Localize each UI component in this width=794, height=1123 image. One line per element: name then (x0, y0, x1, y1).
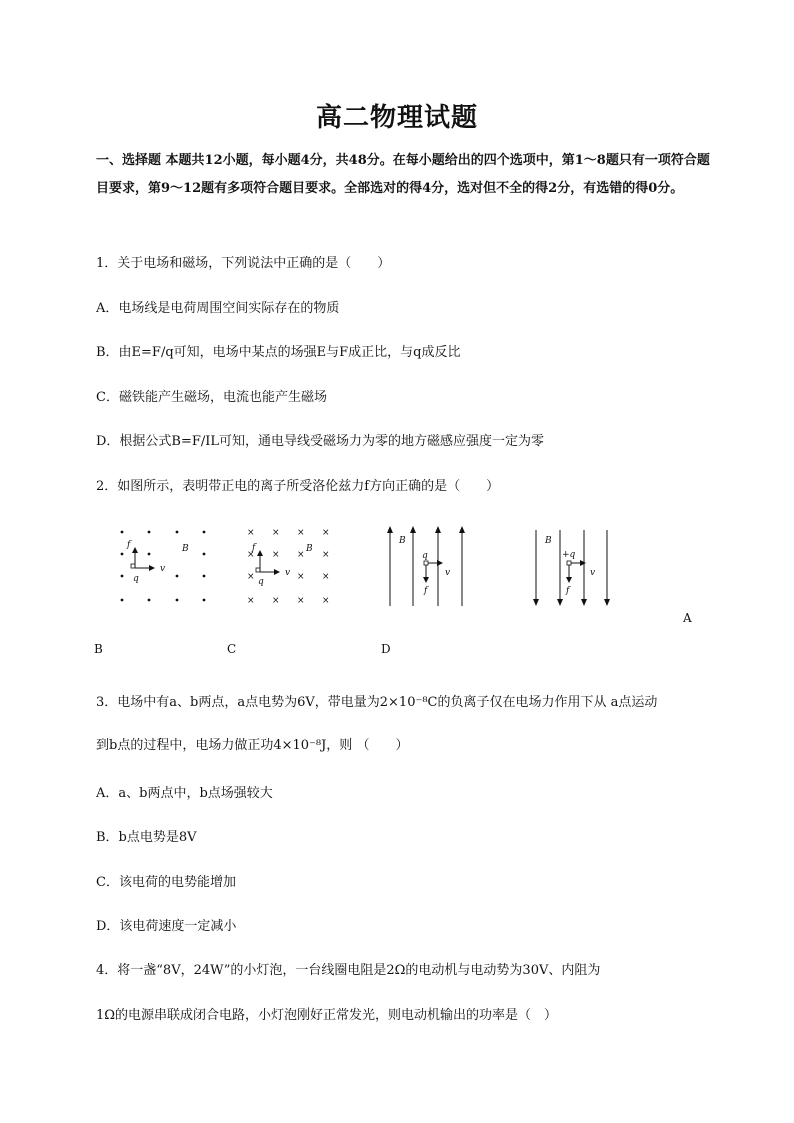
field-dot (176, 575, 179, 578)
field-dot (121, 599, 124, 602)
page-title: 高二物理试题 (315, 103, 478, 133)
q3-option-c: C．该电荷的电势能增加 (96, 875, 236, 890)
field-dot (148, 599, 151, 602)
charge-marker (424, 561, 428, 565)
field-dot (121, 531, 124, 534)
field-dot (121, 575, 124, 578)
charge-marker (131, 564, 135, 568)
q4-stem-line2: 1Ω的电源串联成闭合电路，小灯泡刚好正常发光，则电动机输出的功率是（ ） (96, 1008, 558, 1023)
field-dot (148, 531, 151, 534)
label-B: B (182, 544, 189, 554)
field-dot (176, 599, 179, 602)
velocity-arrowhead (149, 565, 155, 571)
figure-label-b: B (94, 642, 103, 656)
field-cross: × (272, 596, 280, 606)
field-cross: × (297, 528, 305, 538)
field-dot (203, 553, 206, 556)
field-cross: × (297, 596, 305, 606)
figure-b (247, 528, 330, 606)
q2-figures (0, 520, 794, 630)
field-cross: × (297, 550, 305, 560)
q1-option-c: C．磁铁能产生磁场，电流也能产生磁场 (96, 390, 327, 405)
velocity-arrowhead (274, 569, 280, 575)
label-q: q (258, 577, 264, 587)
charge-marker (256, 568, 260, 572)
field-dot (203, 599, 206, 602)
figure-label-c: C (227, 642, 237, 656)
charge-marker (567, 561, 571, 565)
q3-option-a: A．a、b两点中，b点场强较大 (96, 786, 273, 801)
field-dot (121, 553, 124, 556)
label-f: f (424, 586, 428, 596)
q3-option-d: D．该电荷速度一定减小 (96, 919, 237, 934)
figure-c (387, 526, 465, 606)
q4-stem-line1: 4．将一盏“8V，24W”的小灯泡，一台线圈电阻是2Ω的电动机与电动势为30V、内阻为 (96, 963, 601, 978)
field-dot (203, 531, 206, 534)
q1-option-a: A．电场线是电荷周围空间实际存在的物质 (96, 301, 340, 316)
label-f: f (252, 543, 256, 553)
section-heading: 一、选择题 本题共12小题，每小题4分，共48分。在每小题给出的四个选项中，第1～8题只有一项符合题目要求，第9～12题有多项符合题目要求。全部选对的得4分，选对但不全的得2分，有选错的得0分。 (96, 153, 710, 196)
q3-stem-line1: 3．电场中有a、b两点，a点电势为6V，带电量为2×10⁻⁸C的负离子仅在电场力作用下从 a点运动 (96, 695, 658, 710)
field-arrowhead (533, 599, 539, 606)
label-v: v (590, 568, 596, 578)
field-cross: × (322, 572, 330, 582)
field-cross: × (322, 550, 330, 560)
label-f: f (127, 540, 131, 550)
velocity-arrowhead (437, 560, 443, 566)
figure-d (533, 530, 610, 606)
field-arrowhead (435, 526, 441, 533)
q1-stem: 1．关于电场和磁场，下列说法中正确的是（ ） (96, 256, 391, 271)
label-v: v (445, 568, 451, 578)
field-cross: × (272, 528, 280, 538)
field-arrowhead (459, 526, 465, 533)
figure-label-a: A (683, 611, 692, 625)
field-arrowhead (581, 599, 587, 606)
field-cross: × (322, 596, 330, 606)
field-cross: × (297, 572, 305, 582)
label-q: q (422, 551, 428, 561)
label-B: B (306, 544, 313, 554)
field-arrowhead (387, 526, 393, 533)
field-cross: × (322, 528, 330, 538)
force-arrowhead (257, 550, 263, 556)
velocity-arrowhead (580, 560, 586, 566)
field-cross: × (247, 572, 255, 582)
q1-option-d: D．根据公式B=F/IL可知，通电导线受磁场力为零的地方磁感应强度一定为零 (96, 434, 545, 449)
field-cross: × (247, 550, 255, 560)
figure-a (121, 531, 206, 602)
label-f: f (566, 586, 570, 596)
field-cross: × (272, 550, 280, 560)
force-arrowhead (566, 577, 572, 583)
label-v: v (160, 564, 166, 574)
figure-label-d: D (381, 642, 391, 656)
force-arrowhead (132, 547, 138, 553)
field-arrowhead (604, 599, 610, 606)
q1-option-b: B．由E=F/q可知，电场中某点的场强E与F成正比，与q成反比 (96, 345, 461, 360)
q2-stem: 2．如图所示，表明带正电的离子所受洛伦兹力f方向正确的是（ ） (96, 479, 500, 494)
field-arrowhead (410, 526, 416, 533)
field-cross: × (247, 596, 255, 606)
force-arrowhead (423, 577, 429, 583)
label-plus-q: +q (562, 550, 576, 560)
field-arrowhead (557, 599, 563, 606)
q3-option-b: B．b点电势是8V (96, 830, 197, 845)
label-q: q (133, 574, 139, 584)
field-dot (176, 531, 179, 534)
field-dot (203, 575, 206, 578)
label-B: B (399, 536, 406, 546)
label-B: B (545, 536, 552, 546)
q3-stem-line2: 到b点的过程中，电场力做正功4×10⁻⁸J，则 （ ） (96, 738, 409, 753)
field-dot (148, 553, 151, 556)
label-v: v (285, 568, 291, 578)
field-cross: × (247, 528, 255, 538)
